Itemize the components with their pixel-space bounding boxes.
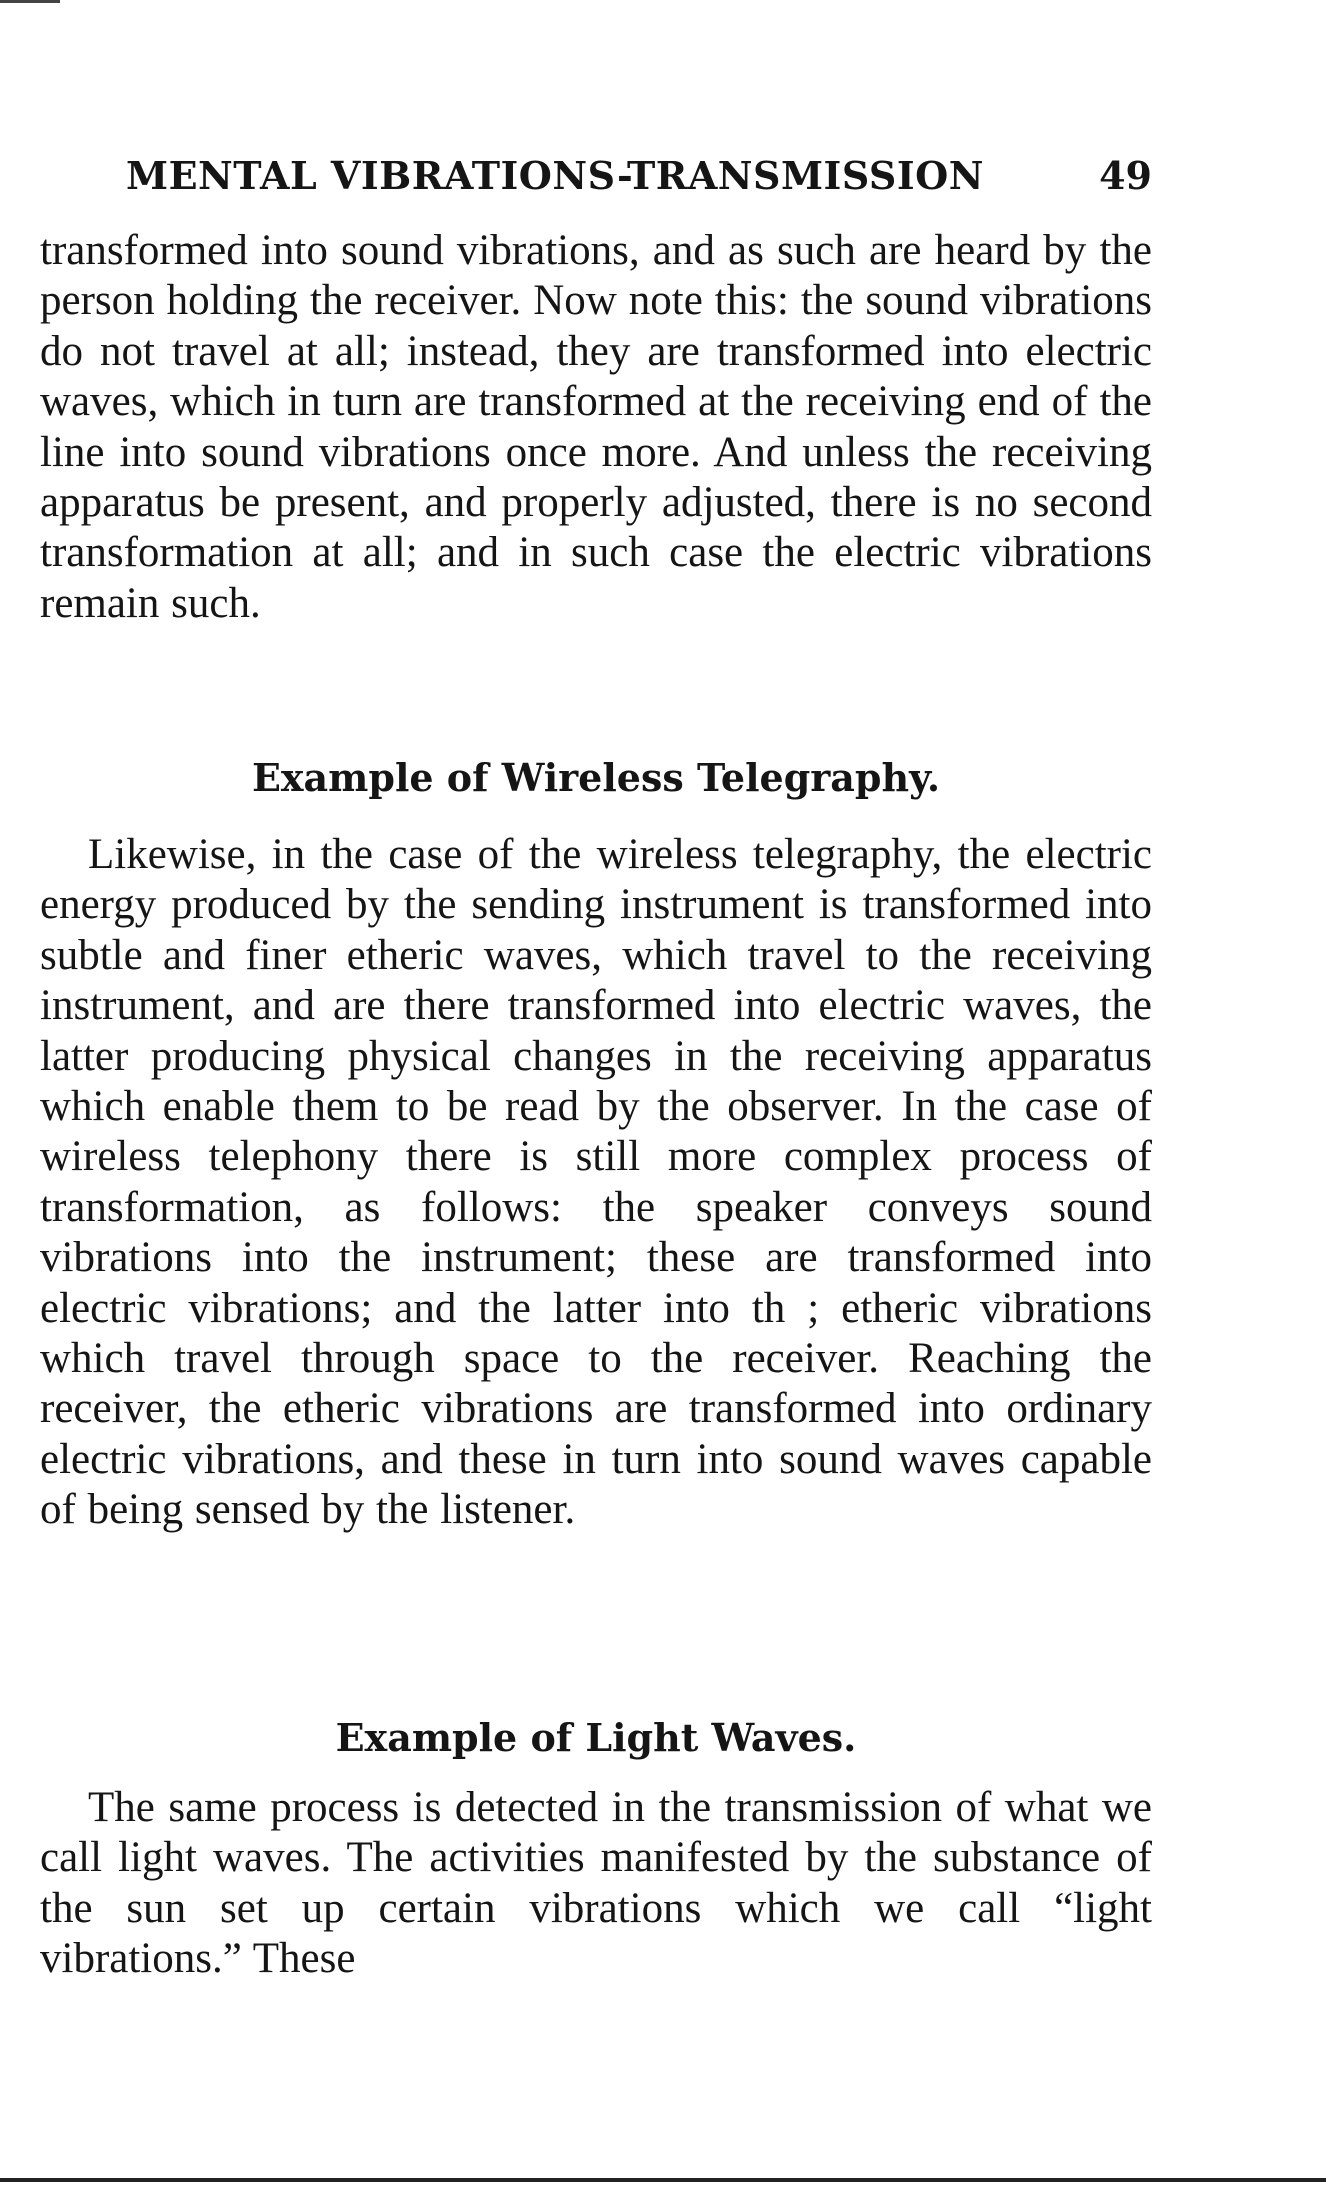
section-heading-wireless-telegraphy: Example of Wireless Telegraphy. [251, 755, 941, 800]
section-heading-light-waves: Example of Light Waves. [335, 1715, 857, 1760]
running-head [40, 148, 1152, 204]
paragraph-continued: transformed into sound vibrations, and as such are heard by the person holding the receiver. Now note this: the sound vibrations do not travel at all; instead, they are transformed into electric waves, which in turn are transformed at the receiving end of the line into sound vibrations once more. And unless the receiving apparatus be present, and properly adjusted, there is no second transformation at all; and in such case the electric vibrations remain such. [40, 227, 1152, 627]
paragraph-wireless: Likewise, in the case of the wireless telegraphy, the electric energy produced by the sending instrument is transformed into subtle and finer etheric waves, which travel to the receiving instrument, and are there transformed into electric waves, the latter producing physical changes in the receiving apparatus which enable them to be read by the observer. In the case of wireless telephony there is still more complex process of transformation, as follows: the speaker conveys sound vibrations into the instrument; these are transformed into electric vibrations; and the latter into th ; etheric vibrations which travel through space to the receiver. Reaching the receiver, the etheric vibrations are transformed into ordinary electric vibrations, and these in turn into sound waves capable of being sensed by the listener. [40, 831, 1152, 1534]
running-title: MENTAL VIBRATIONS-TRANSMISSION [126, 153, 984, 198]
paragraph-light-waves: The same process is detected in the transmission of what we call light waves. The activities manifested by the substance of the sun set up certain vibrations which we call “light vibrations.” These [40, 1784, 1152, 1983]
page-number: 49 [1099, 153, 1152, 198]
book-page [40, 0, 1152, 2187]
bottom-rule [0, 2178, 1326, 2182]
